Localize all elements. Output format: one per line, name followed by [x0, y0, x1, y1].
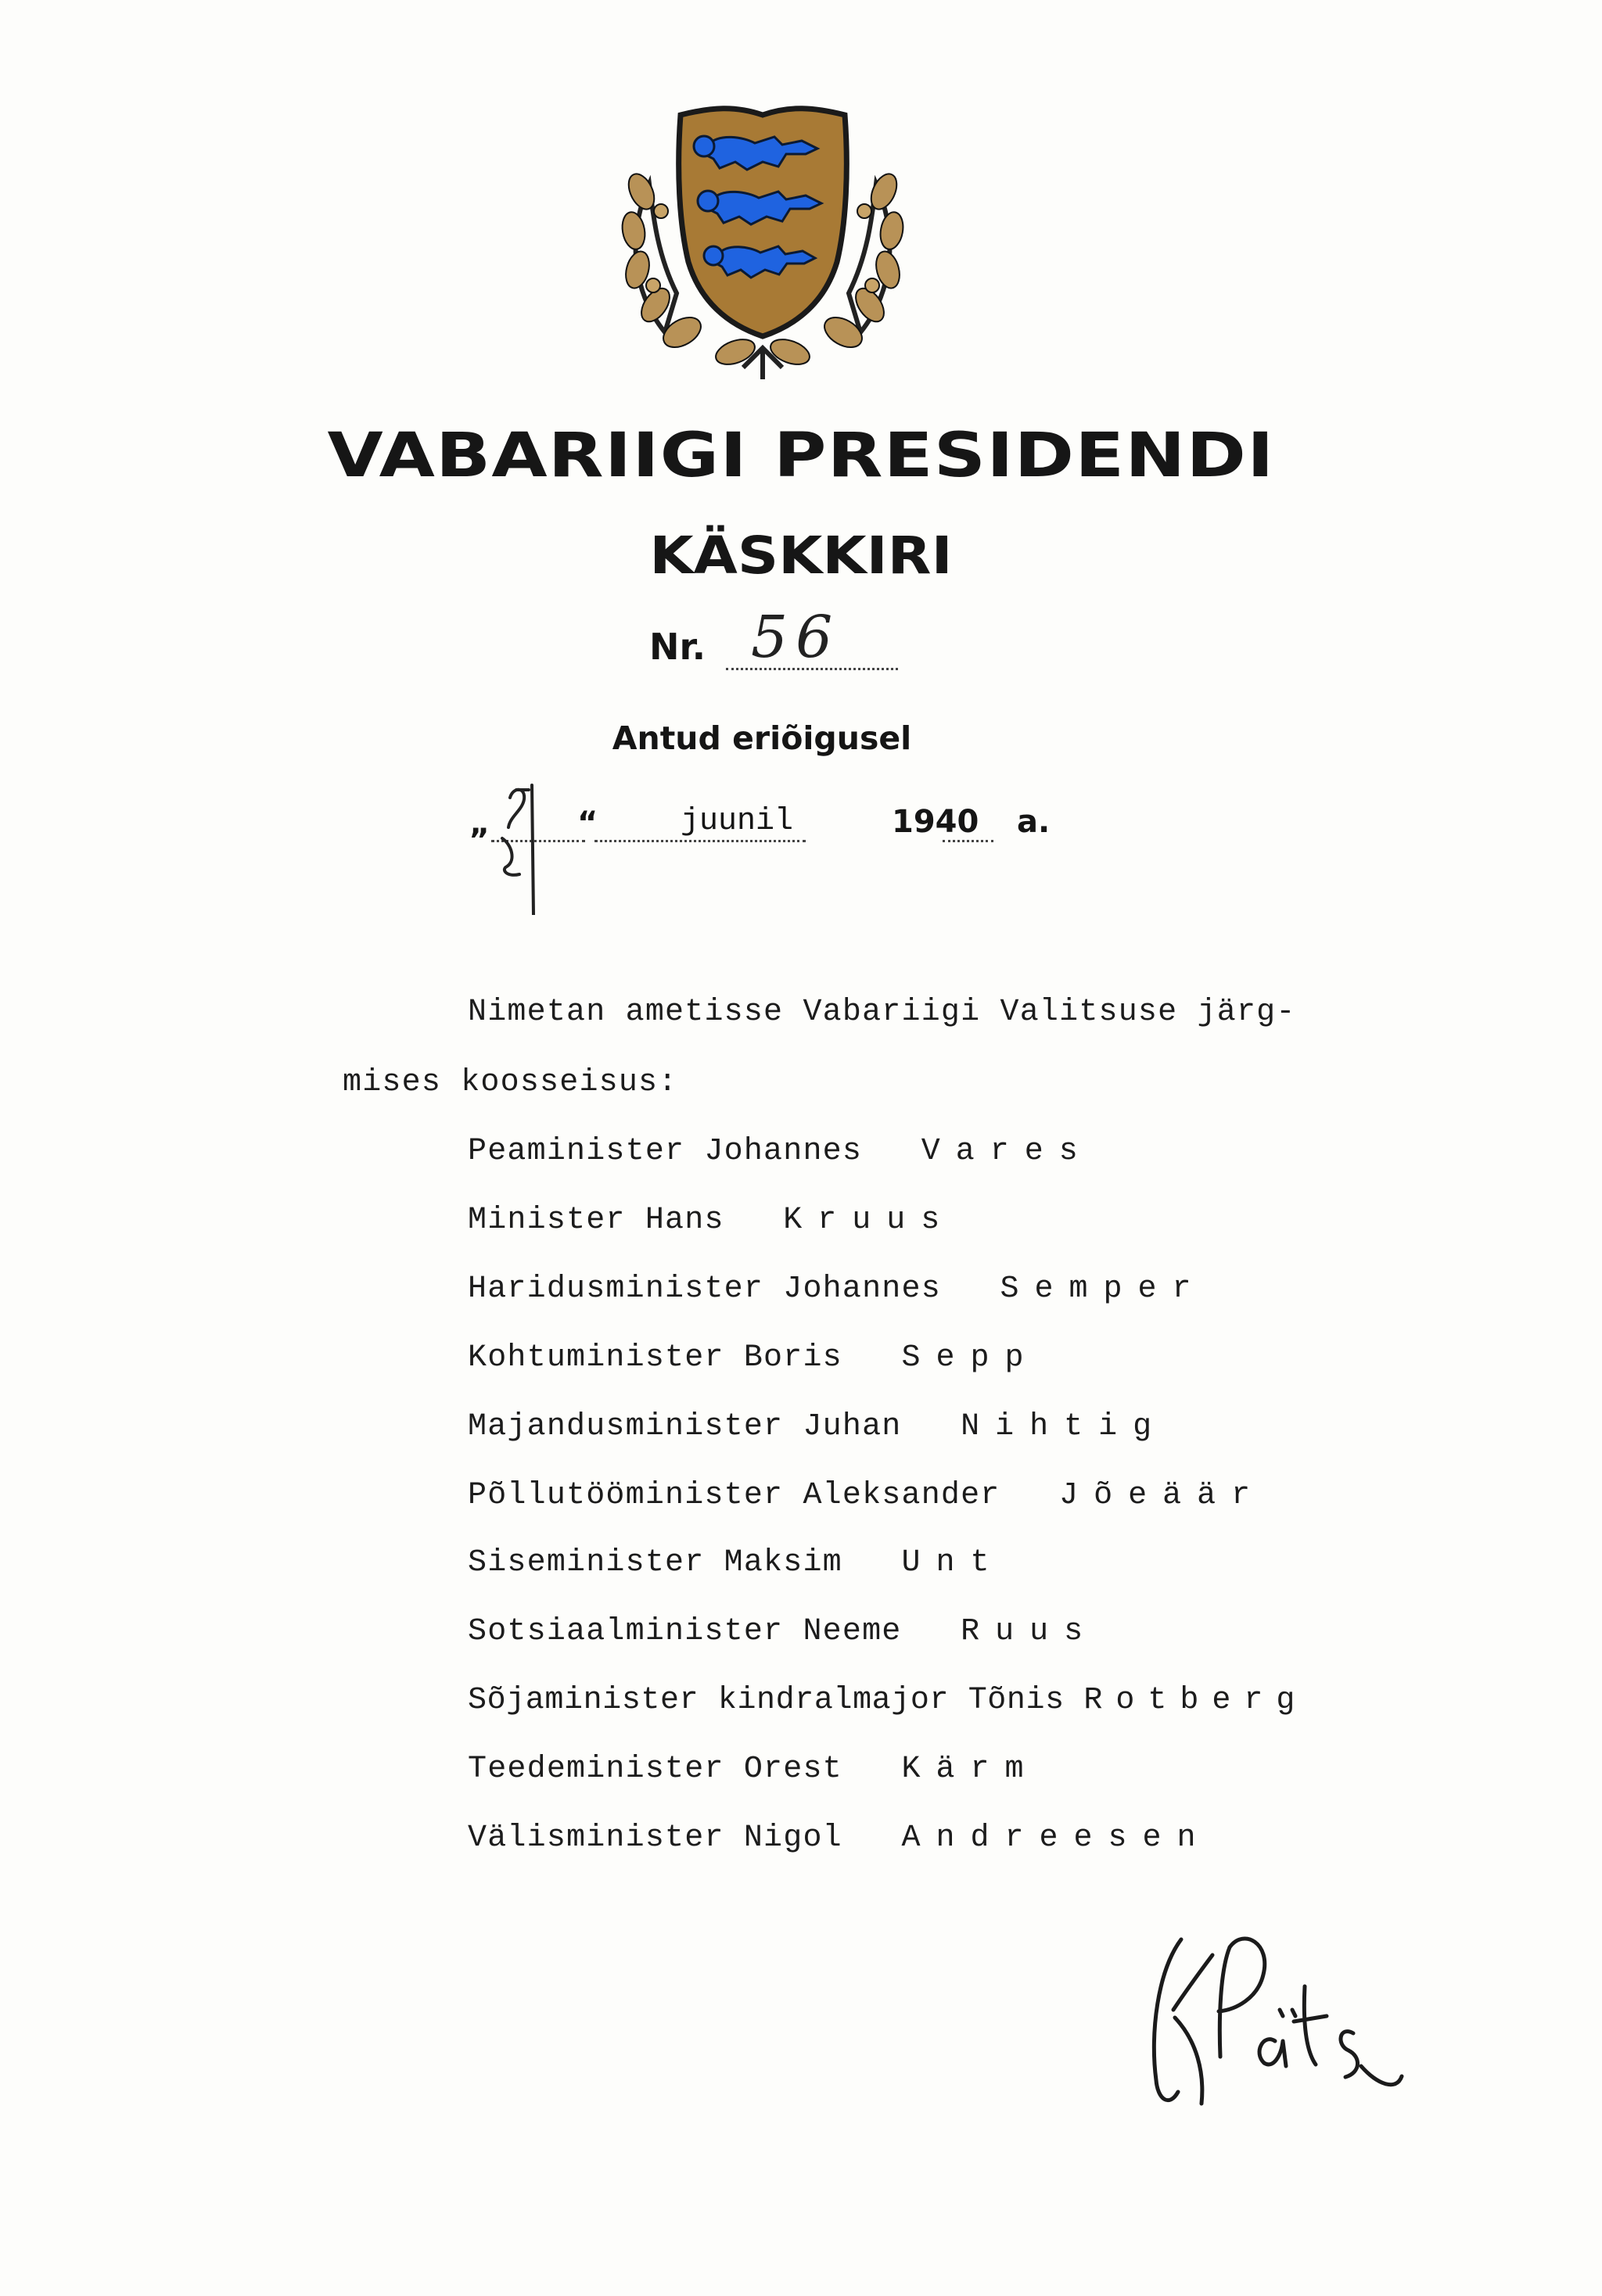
appointment-row	[468, 1203, 955, 1238]
date-close-quote: “	[577, 805, 598, 841]
appointment-surname: Kruus	[783, 1203, 956, 1238]
document-type: KÄSKKIRI	[649, 526, 953, 586]
date-month: juunil	[681, 804, 794, 839]
appointment-title: Majandusminister Juhan	[468, 1409, 902, 1444]
appointment-row	[468, 1478, 1266, 1513]
document-title: VABARIIGI PRESIDENDI	[327, 421, 1275, 491]
appointment-row	[468, 1614, 1098, 1649]
handwritten-day	[493, 782, 555, 915]
number-value: 56	[751, 604, 841, 671]
appointment-surname: Vares	[921, 1134, 1094, 1169]
appointment-title: Sõjaminister kindralmajor Tõnis	[468, 1683, 1065, 1718]
signature-icon	[1126, 1924, 1431, 2119]
appointment-surname: Semper	[1000, 1272, 1207, 1307]
authority-note: Antud eriõigusel	[612, 719, 912, 757]
date-era: a.	[1017, 804, 1051, 840]
appointment-row	[468, 1683, 1308, 1718]
appointment-surname: Ruus	[961, 1614, 1099, 1649]
number-label: Nr.	[649, 626, 706, 668]
appointment-title: Välisminister Nigol	[468, 1821, 842, 1856]
date-open-quote: „	[469, 805, 490, 841]
appointment-surname: Nihtig	[961, 1409, 1168, 1444]
appointment-title: Minister Hans	[468, 1203, 724, 1238]
appointment-surname: Jõeäär	[1059, 1478, 1266, 1513]
appointment-title: Teedeminister Orest	[468, 1752, 842, 1787]
date-line	[469, 782, 1064, 923]
decree-number	[649, 604, 962, 682]
appointment-title: Siseminister Maksim	[468, 1545, 842, 1580]
intro-line-2: mises koosseisus:	[343, 1065, 678, 1100]
appointment-surname: Sepp	[901, 1340, 1040, 1376]
appointment-surname: Unt	[901, 1545, 1005, 1580]
appointment-title: Kohtuminister Boris	[468, 1340, 842, 1376]
appointment-row	[468, 1409, 1167, 1444]
appointment-title: Põllutööminister Aleksander	[468, 1478, 1000, 1513]
coat-of-arms-icon	[618, 98, 907, 383]
appointment-surname: Andreesen	[901, 1821, 1212, 1856]
appointment-row	[468, 1272, 1207, 1307]
appointment-row	[468, 1545, 1005, 1580]
month-dotted-line	[594, 840, 806, 842]
appointment-row	[468, 1134, 1094, 1169]
day-value: 21	[493, 782, 494, 783]
appointment-surname: Rotberg	[1083, 1683, 1309, 1718]
year-dotted-line	[943, 840, 993, 842]
appointment-title: Peaminister Johannes	[468, 1134, 863, 1169]
appointment-row	[468, 1340, 1040, 1376]
intro-line-1: Nimetan ametisse Vabariigi Valitsuse järg-	[468, 995, 1296, 1030]
appointment-title: Haridusminister Johannes	[468, 1272, 941, 1307]
appointment-row	[468, 1821, 1212, 1856]
date-year: 1940	[892, 804, 979, 840]
appointment-row	[468, 1752, 1040, 1787]
appointment-title: Sotsiaalminister Neeme	[468, 1614, 902, 1649]
appointment-surname: Kärm	[901, 1752, 1040, 1787]
